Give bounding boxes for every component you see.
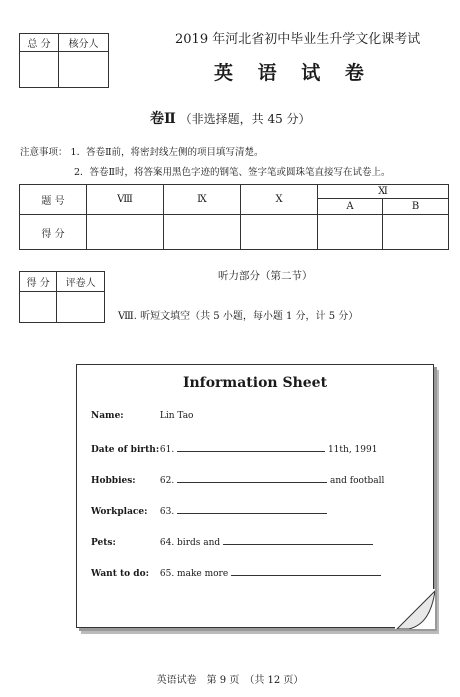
answer-blank-61[interactable] <box>177 442 325 452</box>
row-suffix: 11th, 1991 <box>327 445 378 455</box>
score-cell-xi-a[interactable] <box>318 215 383 250</box>
row-workplace <box>91 504 327 517</box>
exam-subject: 英 语 试 卷 <box>214 62 373 84</box>
row-want-to-do <box>91 566 381 579</box>
answer-blank-62[interactable] <box>177 473 327 483</box>
row-label: Pets: <box>91 538 116 548</box>
volume-label: 卷Ⅱ <box>150 111 176 127</box>
col-xi-b: B <box>383 199 449 215</box>
score-cell-ix[interactable] <box>164 215 241 250</box>
page-footer: 英语试卷 第 9 页 （共 12 页） <box>156 675 304 686</box>
row-date-of-birth <box>91 442 377 455</box>
row-name <box>91 411 193 421</box>
checker-cell[interactable] <box>59 52 109 88</box>
grader-score-header: 得 分 <box>20 272 57 292</box>
col-xi-a: A <box>318 199 383 215</box>
row-label: Hobbies: <box>91 476 136 486</box>
col-xi: Ⅺ <box>318 185 449 199</box>
notes-label: 注意事项： <box>20 147 68 158</box>
row-label: Name: <box>91 411 124 421</box>
question-number: 64. birds and <box>159 538 221 548</box>
answer-blank-65[interactable] <box>231 566 381 576</box>
notes-item-1: 1．答卷Ⅱ前，将密封线左侧的项目填写清楚。 <box>70 147 264 158</box>
task-instruction: Ⅷ. 听短文填空（共 5 小题，每小题 1 分，计 5 分） <box>118 311 359 322</box>
row-suffix: and football <box>329 476 385 486</box>
answer-blank-64[interactable] <box>223 535 373 545</box>
row-label: Date of birth: <box>91 445 160 455</box>
page-curl-icon <box>395 589 435 629</box>
grader-name-cell[interactable] <box>57 292 105 323</box>
notes-line-1 <box>20 144 264 158</box>
total-score-header: 总 分 <box>20 34 59 52</box>
grader-name-header: 评卷人 <box>57 272 105 292</box>
grader-box <box>19 271 105 323</box>
score-cell-xi-b[interactable] <box>383 215 449 250</box>
score-cell-x[interactable] <box>241 215 318 250</box>
question-number: 62. <box>159 476 175 486</box>
col-viii: Ⅷ <box>87 185 164 215</box>
row-value: Lin Tao <box>159 411 194 421</box>
col-x: Ⅹ <box>241 185 318 215</box>
question-number: 65. make more <box>159 569 229 579</box>
notes-item-2: 2．答卷Ⅱ时，将答案用黑色字迹的钢笔、签字笔或圆珠笔直接写在试卷上。 <box>74 167 391 178</box>
total-score-cell[interactable] <box>20 52 59 88</box>
section-heading: 听力部分（第二节） <box>218 270 313 282</box>
score-cell-viii[interactable] <box>87 215 164 250</box>
question-number: 63. <box>159 507 175 517</box>
row-pets <box>91 535 373 548</box>
col-ix: Ⅸ <box>164 185 241 215</box>
score-row-label: 得 分 <box>20 215 87 250</box>
row-hobbies <box>91 473 384 486</box>
checker-header: 核分人 <box>59 34 109 52</box>
question-number: 61. <box>159 445 175 455</box>
answer-blank-63[interactable] <box>177 504 327 514</box>
score-table <box>19 184 449 250</box>
sheet-title: Information Sheet <box>182 375 328 391</box>
question-number-label: 题 号 <box>20 185 87 215</box>
total-score-box <box>19 33 109 88</box>
volume-heading <box>150 108 311 128</box>
row-label: Workplace: <box>91 507 148 517</box>
grader-score-cell[interactable] <box>20 292 57 323</box>
volume-desc: （非选择题，共 45 分） <box>179 112 311 126</box>
information-sheet <box>76 364 434 628</box>
exam-title: 2019 年河北省初中毕业生升学文化课考试 <box>175 32 421 47</box>
row-label: Want to do: <box>91 569 149 579</box>
